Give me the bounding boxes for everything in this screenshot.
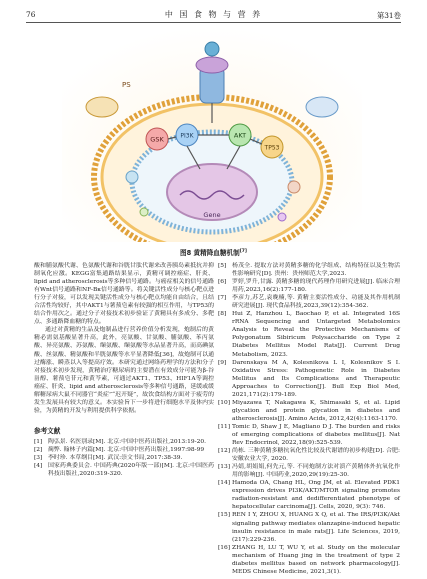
reference-item <box>218 399 400 423</box>
ref-text: 李时珍. 本草纲目[M]. 武汉:崇文书局,2017:38-39. <box>48 455 183 462</box>
reference-item <box>34 454 214 462</box>
reference-item <box>218 511 400 543</box>
header-rule <box>26 22 401 23</box>
ref-number: [1] <box>34 438 43 445</box>
ref-text: REN I Y, ZHOU X, HUANG X Q, et al. The IRS/PI3K/Akt signaling pathway mediates olanzapine-induced hepatic insulin resistance in male rats[J]. Life Sciences, 2019,(217):229-236. <box>232 512 400 543</box>
reference-item <box>218 359 400 399</box>
ref-number: [15] <box>218 512 231 519</box>
reference-item <box>34 446 214 454</box>
ref-text: Hamoda OA, Chang HL, Ong JM, et al. Elevated PDK1 expression drives PI3K/AKT/MTOR signaling promotes radiation-resistant and dedifferentiated phenotype of hepatocellular carcinoma[J]. Cells, 2020, 9(3): 746. <box>232 480 400 511</box>
reference-item <box>218 278 400 294</box>
reference-item <box>34 438 214 446</box>
ref-number: [9] <box>218 359 227 366</box>
ref-text: 陶弘景. 名医别录[M]. 北京:中国中医药出版社,2013:19-20. <box>48 438 206 445</box>
ref-text: 国家药典委员会. 中国药典(2020年版一部)[M]. 北京:中国医药科技出版社,2020:319-320. <box>48 463 214 478</box>
caption-text: 图8 黄精降血糖机制 <box>180 249 240 257</box>
ref-text: ZHANG H, LU T, WU Y, et al. Study on the molecular mechanism of Huang jing in the treatment of type 2 diabetes mellitus based on network pharmacology[J]. MEDS Chinese Medicine, 2021,3(1). <box>232 544 400 575</box>
reference-item <box>218 262 400 278</box>
ref-number: [8] <box>218 311 227 318</box>
reference-item <box>34 462 214 478</box>
tp53-label: TP53 <box>264 144 280 152</box>
reference-item <box>218 463 400 479</box>
reference-item <box>218 447 400 463</box>
reference-item <box>218 423 400 447</box>
ref-text: Miyazawa T, Nakagawa K, Shimasaki S, et al. Lipid glycation and protein glycation in diabetes and atherosclerosis[J]. Amino Acids, 2012,42(4):1163-1170. <box>232 399 400 422</box>
volume-label: 第31卷 <box>376 11 401 20</box>
ref-number: [3] <box>34 455 43 462</box>
reference-item <box>218 544 400 576</box>
running-header <box>26 8 401 22</box>
mechanism-figure <box>62 27 362 242</box>
ref-text: Hui Z, Hanzhou L, Baochao P, et al. Integrated 16S rRNA Sequencing and Untargeted Metabolomics Analysis to Reveal the Protective Mechanisms of Polygonatum Sibiricum Polysaccharide on Type 2 Diabetes Mellitus Model Rats[J]. Current Drug Metabolism, 2023. <box>232 311 400 358</box>
page-number: 76 <box>26 10 36 19</box>
ref-text: 杨茂全. 提取方法对黄精多糖的化学组成、结构特征以及生物活性影响研究[D]. 贵州：贵州师范大学,2023. <box>232 263 400 278</box>
akt-label: AKT <box>233 131 247 140</box>
ref-text: 蔺弊. 翰林子内篇[M]. 北京:中国中医药出版社,1997:98-99 <box>48 446 205 453</box>
ref-text: 尚栋. 三种黄精多糖抗氧化性比较及代谢谱的初步构建[D]. 合肥:安徽农业大学, 2020. <box>232 448 400 463</box>
ref-number: [7] <box>218 295 227 302</box>
pi3k-label: PI3K <box>180 132 194 140</box>
left-column <box>34 262 214 478</box>
ref-text: 冯婧,胡娟娟,何先元,等. 不同炮制方法对滇产黄精体外抗氧化作用的影响[J]. 中国药业,2020,29(19):25-30. <box>232 464 400 479</box>
ref-number: [5] <box>218 263 227 269</box>
body-paragraph: 通过对黄精的生品及炮制品进行营养价值分析发现，炮制后的黄精必需氨基酸显著升高，此外，亮氨酸、甘氨酸、脯氨酸、苯丙氨酸、异亮氨酸、苏氨酸、缬氨酸、缬氨酸等水品显著升高，而高碘氨酸、丝氨酸、精氨酸和半胱氨酸等水平显著降低[36]，故炮制可以通过酶涨、瞬蒸以入等提高疗效。本研究通过网络药理学的方法和分子对接技术初步发现，黄精治疗糖尿病的主要潜在有效成分可能为β-谷甾醇、薯蓣皂苷元和黄芩素，可通过AKT1、TP53、HIF1A等调控癌症、肝炎、lipid and atherosclerosis等多种信号通路，延缓或缓解糖尿病大鼠不同器官“炎症”“迟开疑”，故饮食结构方面对于疲劳的发生发展具有较大的意义。本实验旨下一步将进行细胞水平及体内实验，为黄精的开发与利用提供科学依据。 <box>34 327 214 414</box>
journal-title: 中 国 食 物 与 营 养 <box>164 10 263 19</box>
ref-number: [14] <box>218 480 231 487</box>
ref-number: [12] <box>218 448 231 455</box>
gene-label: Gene <box>203 211 221 219</box>
ref-number: [6] <box>218 279 227 286</box>
figure-caption <box>0 247 427 257</box>
ref-number: [2] <box>34 446 43 453</box>
reference-item <box>218 310 400 358</box>
ref-number: [16] <box>218 544 231 551</box>
reference-item <box>218 479 400 511</box>
ref-number: [10] <box>218 399 231 406</box>
caption-ref: [7] <box>239 248 247 254</box>
ref-number: [11] <box>218 423 231 430</box>
ref-number: [4] <box>34 463 43 470</box>
ref-text: 李彦力,苏艺,袁晚楠,等. 黄精主要活性成分、功能及其作用机制研究进展[J]. 现代食品科技,2023,39(12):354-362. <box>232 295 400 310</box>
ref-text: Darenskaya M A, Kolesnikova L I, Kolesnikov S I. Oxidative Stress: Pathogenetic Role in Diabetes Mellitus and Its Complications and Therapeutic Approaches to Correction[J]. Bull Exp Biol Med, 2021,171(2):179-189. <box>232 359 400 398</box>
ref-text: 罗婷,罗升,甘露. 黄精多糖的现代药理作用研究进展[J]. 临床合理用药,2023,16(2):177-180. <box>232 279 400 294</box>
ps-label: PS <box>122 81 131 89</box>
right-column <box>218 262 400 576</box>
ref-text: Tomic D, Shaw J E, Magliano D J. The burden and risks of emerging complications of diabetes mellitus[J]. Nat Rev Endocrinol, 2022,18(9):525-539. <box>232 423 400 447</box>
body-paragraph: 酸和脯氨酸代谢、色氨酸代谢和谷胱甘肽代谢来改善胰岛素抵抗并抑制氧化应激。KEGG富集通路结果显示，黄精可调控癌症、肝炎、lipid and atherosclerosis等多种信号通路。与癌症相关的信号通路有Wnt信号通路和NF-Bκ信号通路等。将关键活性成分与核心靶点进行分子对接，可以发现关键活性成分与核心靶点均能自由结合，且结合活性均较好，其中AKT1与薯蓣皂素有较强的相互作用，与TP53的结合作用次之。通过分子对接技术初步验证了黄精具有多成分、多靶点、多通路降血糖的特点。 <box>34 263 214 326</box>
reference-item <box>218 294 400 310</box>
ref-number: [13] <box>218 464 231 471</box>
gsk-label: GSK <box>150 135 164 144</box>
references-heading: 参考文献 <box>34 426 61 435</box>
